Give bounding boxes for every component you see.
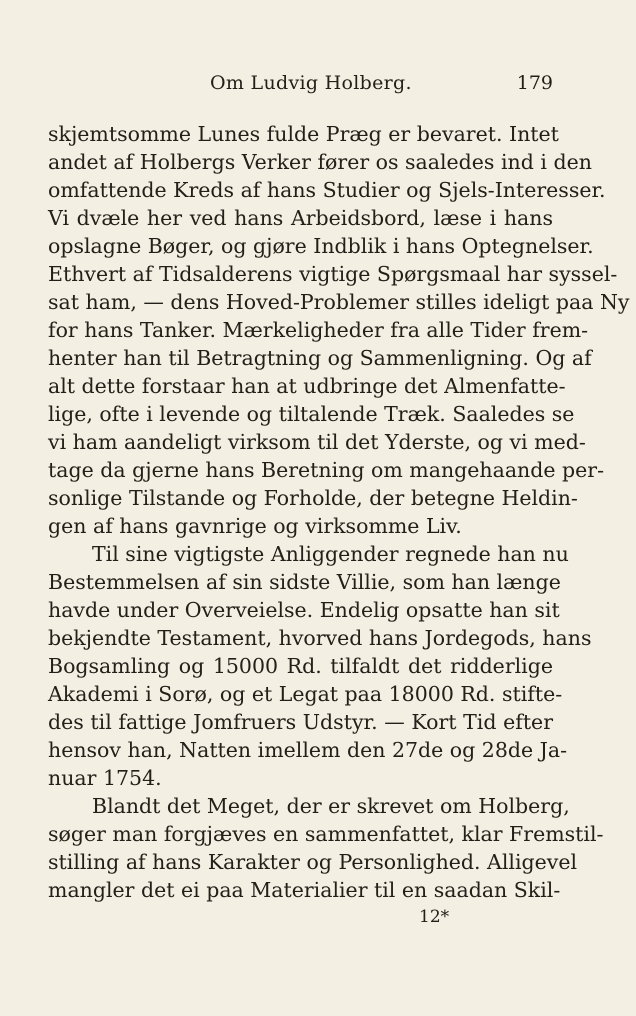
text-line: Ethvert af Tidsalderens vigtige Spørgsmaal har syssel- — [48, 262, 618, 286]
body-text — [48, 120, 630, 904]
text-line: henter han til Betragtning og Sammenligning. Og af — [48, 346, 592, 370]
text-line: skjemtsomme Lunes fulde Præg er bevaret. Intet — [48, 122, 559, 146]
text-line: Til sine vigtigste Anliggender regnede han nu — [92, 542, 569, 566]
text-line: Akademi i Sorø, og et Legat paa 18000 Rd. stifte- — [48, 682, 563, 706]
signature-mark: 12* — [419, 907, 450, 927]
text-line: opslagne Bøger, og gjøre Indblik i hans Optegnelser. — [48, 234, 594, 258]
text-line: vi ham aandeligt virksom til det Yderste, og vi med- — [48, 430, 586, 454]
text-line: stilling af hans Karakter og Personlighed. Alligevel — [48, 850, 578, 874]
running-head — [48, 72, 553, 100]
text-line: for hans Tanker. Mærkeligheder fra alle Tider frem- — [48, 318, 589, 342]
text-line: nuar 1754. — [48, 766, 162, 790]
text-line: lige, ofte i levende og tiltalende Træk. Saaledes se — [48, 402, 575, 426]
text-line: søger man forgjæves en sammenfattet, klar Fremstil- — [48, 822, 604, 846]
running-title: Om Ludvig Holberg. — [210, 72, 412, 94]
text-line: sat ham, — dens Hoved-Problemer stilles ideligt paa Ny — [48, 290, 630, 314]
text-line: omfattende Kreds af hans Studier og Sjels-Interesser. — [48, 178, 606, 202]
page-number: 179 — [516, 72, 553, 94]
text-line: alt dette forstaar han at udbringe det Almenfatte- — [48, 374, 566, 398]
text-line: andet af Holbergs Verker fører os saaledes ind i den — [48, 150, 592, 174]
text-line: Blandt det Meget, der er skrevet om Holberg, — [92, 794, 570, 818]
text-line: gen af hans gavnrige og virksomme Liv. — [48, 514, 462, 538]
text-line: mangler det ei paa Materialier til en saadan Skil- — [48, 878, 561, 902]
text-line: hensov han, Natten imellem den 27de og 28de Ja- — [48, 738, 568, 762]
text-line: Bestemmelsen af sin sidste Villie, som han længe — [48, 570, 561, 594]
text-line: Bogsamling og 15000 Rd. tilfaldt det ridderlige — [48, 654, 553, 678]
text-line: des til fattige Jomfruers Udstyr. — Kort Tid efter — [48, 710, 553, 734]
text-line: havde under Overveielse. Endelig opsatte han sit — [48, 598, 560, 622]
text-line: tage da gjerne hans Beretning om mangehaande per- — [48, 458, 605, 482]
text-line: sonlige Tilstande og Forholde, der betegne Heldin- — [48, 486, 578, 510]
text-line: bekjendte Testament, hvorved hans Jordegods, hans — [48, 626, 592, 650]
text-line: Vi dvæle her ved hans Arbeidsbord, læse i hans — [48, 206, 553, 230]
